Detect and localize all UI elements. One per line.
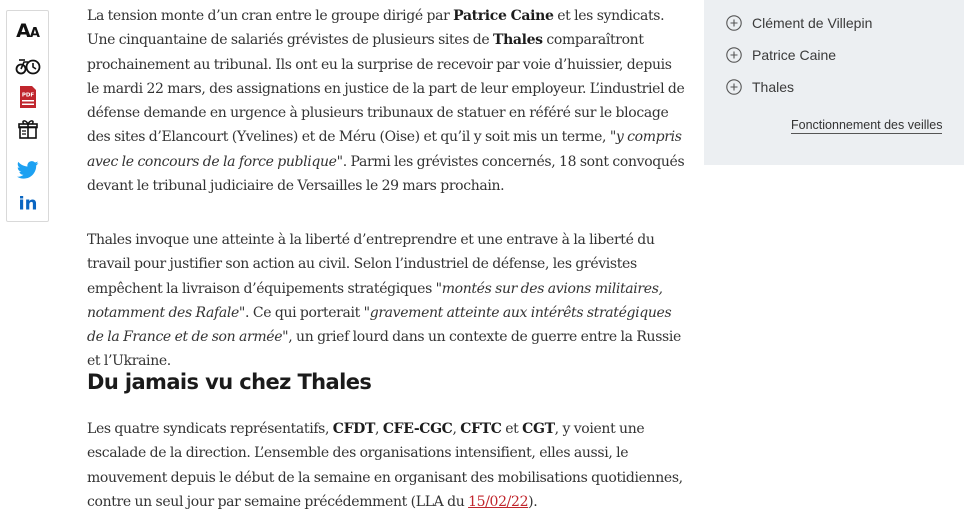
union-cgt: CGT bbox=[522, 421, 555, 437]
lla-date-link[interactable]: 15/02/22 bbox=[468, 493, 529, 510]
union-cftc: CFTC bbox=[460, 421, 502, 437]
twitter-icon bbox=[17, 161, 39, 179]
twitter-share-button[interactable] bbox=[7, 156, 48, 184]
union-cfe-cgc: CFE-CGC bbox=[382, 421, 453, 437]
quote: "y compris avec le concours de la force publique" bbox=[87, 129, 682, 170]
quote: "gravement atteinte aux intérêts stratégiques de la France et de son armée" bbox=[87, 304, 672, 346]
follow-item-label: Clément de Villepin bbox=[752, 15, 873, 31]
howto-follow-link[interactable]: Fonctionnement des veilles bbox=[791, 118, 943, 132]
article-paragraph-1: La tension monte d’un cran entre le groupe dirigé par Patrice Caine et les syndicats. Une cinquantaine de salariés grévistes de plusieurs sites de Thales comparaîtront prochainement au tribunal. Ils ont eu la surprise de recevoir par voie d’huissier, depuis le mardi 22 mars, des assignations en justice de la part de leur employeur. L’industriel de défense demande en urgence à plusieurs tribunaux de statuer en référé sur le blocage des sites d’Elancourt (Yvelines) et de Méru (Oise) et qu’il y soit mis un terme, "y compris avec le concours de la force publique". Parmi les grévistes concernés, 18 sont convoqués devant le tribunal judiciaire de Versailles le 29 mars prochain. bbox=[87, 8, 685, 195]
pdf-label: PDF bbox=[21, 92, 34, 99]
plus-circle-icon bbox=[726, 47, 742, 63]
article-paragraph-2: Thales invoque une atteinte à la liberté d’entreprendre et une entrave à la liberté du travail pour justifier son action au civil. Selon l’industriel de défense, les grévistes empêchent la livraison d’équipements stratégiques "montés sur des avions militaires, notamment des Rafale". Ce qui porterait "gravement atteinte aux intérêts stratégiques de la France et de son armée", un grief lourd dans un contexte de guerre entre la Russie et l’Ukraine. bbox=[87, 232, 681, 370]
gift-article-button[interactable] bbox=[7, 115, 48, 143]
article-paragraph-3: Les quatre syndicats représentatifs, CFDT, CFE-CGC, CFTC et CGT, y voient une escalade de la direction. L’ensemble des organisations intensifient, elles aussi, le mouvement depuis le début de la semaine en organisant des mobilisations quotidiennes, contre un seul jour par semaine précédemment (LLA du 15/02/22). bbox=[87, 421, 683, 510]
share-toolbar bbox=[6, 10, 49, 222]
union-cfdt: CFDT bbox=[332, 421, 376, 437]
linkedin-icon bbox=[18, 193, 38, 213]
pdf-icon bbox=[20, 86, 36, 108]
follow-item-label: Patrice Caine bbox=[752, 47, 837, 63]
follow-item-patrice-caine[interactable] bbox=[726, 47, 836, 63]
bicycle-clock-icon bbox=[15, 54, 41, 76]
mention-patrice-caine: Patrice Caine bbox=[453, 8, 554, 24]
follow-item-thales[interactable] bbox=[726, 79, 794, 95]
listen-button[interactable] bbox=[7, 51, 48, 79]
follow-panel bbox=[704, 0, 964, 165]
mention-thales: Thales bbox=[493, 32, 543, 49]
plus-circle-icon bbox=[726, 15, 742, 31]
pdf-button[interactable] bbox=[7, 83, 48, 111]
font-size-icon: AA bbox=[16, 19, 39, 42]
linkedin-label: in bbox=[18, 193, 37, 213]
quote: "montés sur des avions militaires, notamment des Rafale" bbox=[87, 280, 663, 321]
follow-item-label: Thales bbox=[752, 79, 795, 95]
gift-article-icon bbox=[17, 118, 39, 140]
font-size-button[interactable] bbox=[7, 17, 48, 45]
section-heading: Du jamais vu chez Thales bbox=[87, 370, 372, 394]
follow-item-clement-de-villepin[interactable] bbox=[726, 15, 872, 31]
plus-circle-icon bbox=[726, 79, 742, 95]
linkedin-share-button[interactable] bbox=[7, 189, 48, 217]
